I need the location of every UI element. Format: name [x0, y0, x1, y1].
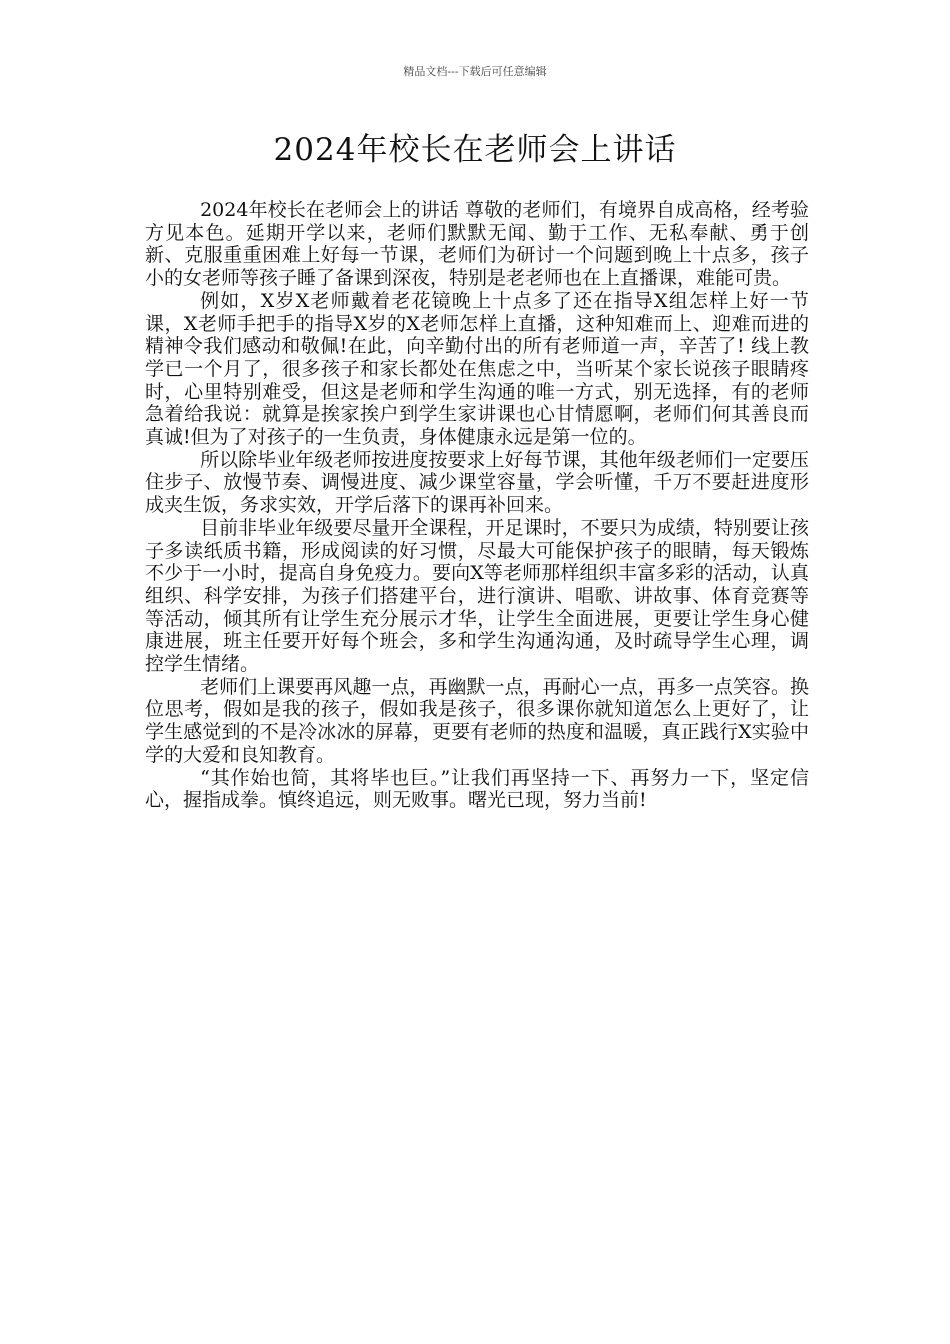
document-title: 2024年校长在老师会上讲话 — [273, 132, 677, 168]
paragraph-1: 2024年校长在老师会上的讲话 尊敬的老师们，有境界自成高格，经考验方见本色。延期开学以来，老师们默默无闻、勤于工作、无私奉献、勇于创新、克服重重困难上好每一节课，老师们为研讨一个问题到晚上十点多，孩子小的女老师等孩子睡了备课到深夜，特别是老老师也在上直播课，难能可贵。 — [145, 199, 809, 290]
paragraph-4: 目前非毕业年级要尽量开全课程，开足课时，不要只为成绩，特别要让孩子多读纸质书籍，形成阅读的好习惯，尽最大可能保护孩子的眼睛，每天锻炼不少于一小时，提高自身免疫力。要向X等老师那样组织丰富多彩的活动，认真组织、科学安排，为孩子们搭建平台，进行演讲、唱歌、讲故事、体育竞赛等等活动，倾其所有让学生充分展示才华，让学生全面进展，更要让学生身心健康进展，班主任要开好每个班会，多和学生沟通沟通，及时疏导学生心理，调控学生情绪。 — [145, 516, 809, 676]
paragraph-5: 老师们上课要再风趣一点，再幽默一点，再耐心一点，再多一点笑容。换位思考，假如是我的孩子，假如我是孩子，很多课你就知道怎么上更好了，让学生感觉到的不是冷冰冰的屏幕，更要有老师的热度和温暖，真正践行X实验中学的大爱和良知教育。 — [145, 675, 809, 766]
header-note: 精品文档---下载后可任意编辑 — [403, 65, 547, 78]
paragraph-2: 例如，X岁X老师戴着老花镜晚上十点多了还在指导X组怎样上好一节课，X老师手把手的指导X岁的X老师怎样上直播，这种知难而上、迎难而进的精神令我们感动和敬佩!在此，向辛勤付出的所有老师道一声，辛苦了! 线上教学已一个月了，很多孩子和家长都处在焦虑之中，当听某个家长说孩子眼睛疼时，心里特别难受，但这是老师和学生沟通的唯一方式，别无选择，有的老师急着给我说：就算是挨家挨户到学生家讲课也心甘情愿啊，老师们何其善良而真诚!但为了对孩子的一生负责，身体健康永远是第一位的。 — [145, 289, 809, 449]
document-body — [145, 199, 809, 812]
paragraph-6: “其作始也简，其将毕也巨。”让我们再坚持一下、再努力一下，坚定信心，握指成拳。慎终追远，则无败事。曙光已现，努力当前! — [145, 766, 809, 812]
paragraph-3: 所以除毕业年级老师按进度按要求上好每节课，其他年级老师们一定要压住步子、放慢节奏、调慢进度、减少课堂容量，学会听懂，千万不要赶进度形成夹生饭，务求实效，开学后落下的课再补回来。 — [145, 448, 809, 517]
